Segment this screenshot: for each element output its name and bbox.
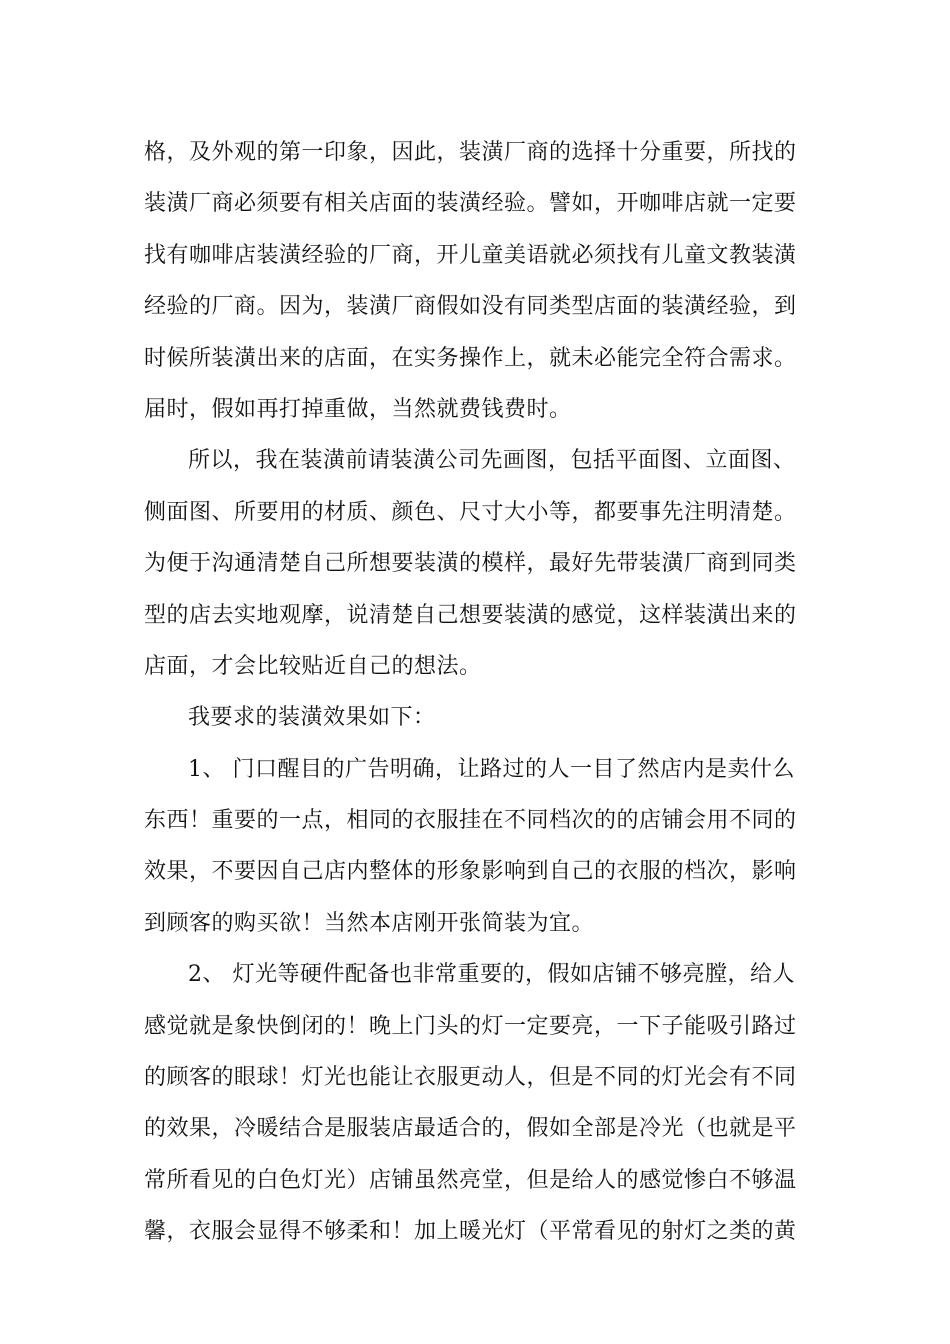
text-line: 时候所装潢出来的店面，在实务操作上，就未必能完全符合需求。 [144, 345, 797, 371]
text-line: 找有咖啡店装潢经验的厂商，开儿童美语就必须找有儿童文教装潢 [144, 242, 797, 268]
text-line: 届时，假如再打掉重做，当然就费钱费时。 [144, 396, 572, 422]
text-line: 的顾客的眼球！灯光也能让衣服更动人，但是不同的灯光会有不同 [144, 1065, 797, 1091]
text-line: 常所看见的白色灯光）店铺虽然亮堂，但是给人的感觉惨白不够温 [144, 1167, 797, 1193]
text-line: 经验的厂商。因为，装潢厂商假如没有同类型店面的装潢经验，到 [144, 294, 797, 320]
text-line: 格，及外观的第一印象，因此，装潢厂商的选择十分重要，所找的 [144, 140, 797, 165]
text-line: 型的店去实地观摩，说清楚自己想要装潢的感觉，这样装潢出来的 [144, 602, 797, 628]
paragraph-first-line: 我要求的装潢效果如下： [188, 705, 436, 731]
text-line: 馨，衣服会显得不够柔和！加上暖光灯（平常看见的射灯之类的黄 [144, 1219, 797, 1245]
body-text [144, 131, 808, 1262]
list-item-1-first-line: 1、 门口醒目的广告明确，让路过的人一目了然店内是卖什么 [188, 756, 795, 782]
text-line: 的效果，冷暖结合是服装店最适合的，假如全部是冷光（也就是平 [144, 1116, 797, 1142]
text-line: 为便于沟通清楚自己所想要装潢的模样，最好先带装潢厂商到同类 [144, 551, 797, 577]
paragraph-first-line: 所以，我在装潢前请装潢公司先画图，包括平面图、立面图、 [188, 448, 796, 474]
text-line: 感觉就是象快倒闭的！晚上门头的灯一定要亮，一下子能吸引路过 [144, 1013, 797, 1039]
text-line: 效果，不要因自己店内整体的形象影响到自己的衣服的档次，影响 [144, 859, 797, 885]
text-line: 店面，才会比较贴近自己的想法。 [144, 653, 482, 679]
text-line: 到顾客的购买欲！当然本店刚开张简装为宜。 [144, 910, 595, 936]
text-line: 东西！重要的一点，相同的衣服挂在不同档次的的店铺会用不同的 [144, 808, 797, 834]
list-item-2-first-line: 2、 灯光等硬件配备也非常重要的，假如店铺不够亮膛，给人 [188, 962, 795, 988]
text-line: 装潢厂商必须要有相关店面的装潢经验。譬如，开咖啡店就一定要 [144, 191, 797, 217]
text-line: 侧面图、所要用的材质、颜色、尺寸大小等，都要事先注明清楚。 [144, 499, 797, 525]
